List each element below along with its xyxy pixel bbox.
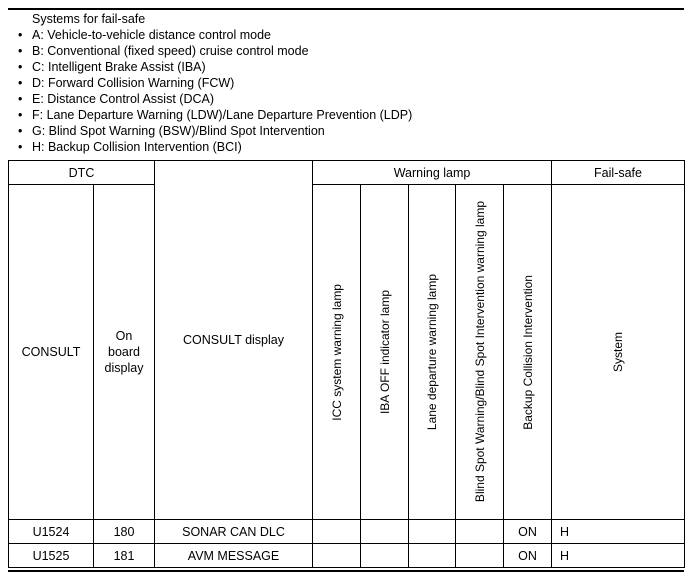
lane-lamp-header: [409, 185, 456, 520]
consult-display-cell: AVM MESSAGE: [155, 544, 313, 568]
list-item-text: C: Intelligent Brake Assist (IBA): [32, 60, 206, 74]
list-item: [18, 27, 412, 43]
icc-lamp-label: ICC system warning lamp: [329, 283, 344, 421]
bullet-icon: •: [18, 60, 23, 74]
bullet-icon: •: [18, 140, 23, 154]
bsw-lamp-label: Blind Spot Warning/Blind Spot Intervention warning lamp: [472, 201, 487, 503]
bsw-lamp-cell: [456, 520, 504, 544]
iba-lamp-cell: [361, 544, 409, 568]
bsw-lamp-header: [456, 185, 504, 520]
consult-display-header: CONSULT display: [155, 161, 313, 520]
warning-lamp-group-header: Warning lamp: [313, 161, 552, 185]
system-header: [552, 185, 685, 520]
bottom-rule: [8, 570, 684, 572]
icc-lamp-cell: [313, 520, 361, 544]
bsw-lamp-cell: [456, 544, 504, 568]
fail-safe-systems-list: [18, 11, 412, 155]
bullet-icon: •: [18, 76, 23, 90]
list-item: [18, 75, 412, 91]
bullet-icon: •: [18, 28, 23, 42]
list-item: [18, 59, 412, 75]
on-board-cell: 181: [94, 544, 155, 568]
system-cell: H: [552, 544, 685, 568]
list-item: [18, 123, 412, 139]
system-label: System: [611, 331, 626, 372]
bci-header: [504, 185, 552, 520]
fail-safe-group-header: Fail-safe: [552, 161, 685, 185]
list-item-text: D: Forward Collision Warning (FCW): [32, 76, 235, 90]
list-item-text: H: Backup Collision Intervention (BCI): [32, 140, 242, 154]
top-rule: [8, 8, 684, 10]
consult-header: CONSULT: [9, 185, 94, 520]
bullet-icon: •: [18, 44, 23, 58]
list-item: [18, 139, 412, 155]
on-board-display-header: [94, 185, 155, 520]
group-header-row: [9, 161, 685, 185]
fail-safe-document: [8, 8, 684, 572]
iba-lamp-cell: [361, 520, 409, 544]
iba-lamp-header: [361, 185, 409, 520]
list-item-text: A: Vehicle-to-vehicle distance control mode: [32, 28, 272, 42]
bci-cell: ON: [504, 520, 552, 544]
list-item: [18, 91, 412, 107]
dtc-table: [8, 160, 685, 568]
system-cell: H: [552, 520, 685, 544]
bci-cell: ON: [504, 544, 552, 568]
on-board-cell: 180: [94, 520, 155, 544]
on-board-header-line: display: [104, 361, 144, 375]
bci-label: Backup Collision Intervention: [520, 274, 535, 430]
consult-cell: U1525: [9, 544, 94, 568]
iba-lamp-label: IBA OFF indicator lamp: [377, 289, 392, 415]
consult-cell: U1524: [9, 520, 94, 544]
lane-lamp-label: Lane departure warning lamp: [425, 273, 440, 431]
bullet-icon: •: [18, 92, 23, 106]
consult-display-cell: SONAR CAN DLC: [155, 520, 313, 544]
lane-lamp-cell: [409, 520, 456, 544]
bullet-icon: •: [18, 124, 23, 138]
on-board-header-line: board: [108, 345, 140, 359]
list-item-text: F: Lane Departure Warning (LDW)/Lane Departure Prevention (LDP): [32, 108, 413, 122]
column-header-row: [9, 185, 685, 520]
table-row: [9, 544, 685, 568]
list-item-text: B: Conventional (fixed speed) cruise control mode: [32, 44, 309, 58]
list-item: [18, 43, 412, 59]
dtc-group-header: DTC: [9, 161, 155, 185]
list-heading: Systems for fail-safe: [32, 12, 146, 26]
icc-lamp-header: [313, 185, 361, 520]
bullet-icon: •: [18, 108, 23, 122]
list-item: [18, 107, 412, 123]
on-board-header-line: On: [115, 329, 133, 343]
list-item-text: G: Blind Spot Warning (BSW)/Blind Spot Intervention: [32, 124, 325, 138]
table-row: [9, 520, 685, 544]
lane-lamp-cell: [409, 544, 456, 568]
list-item-text: E: Distance Control Assist (DCA): [32, 92, 214, 106]
systems-list: [18, 27, 412, 155]
icc-lamp-cell: [313, 544, 361, 568]
